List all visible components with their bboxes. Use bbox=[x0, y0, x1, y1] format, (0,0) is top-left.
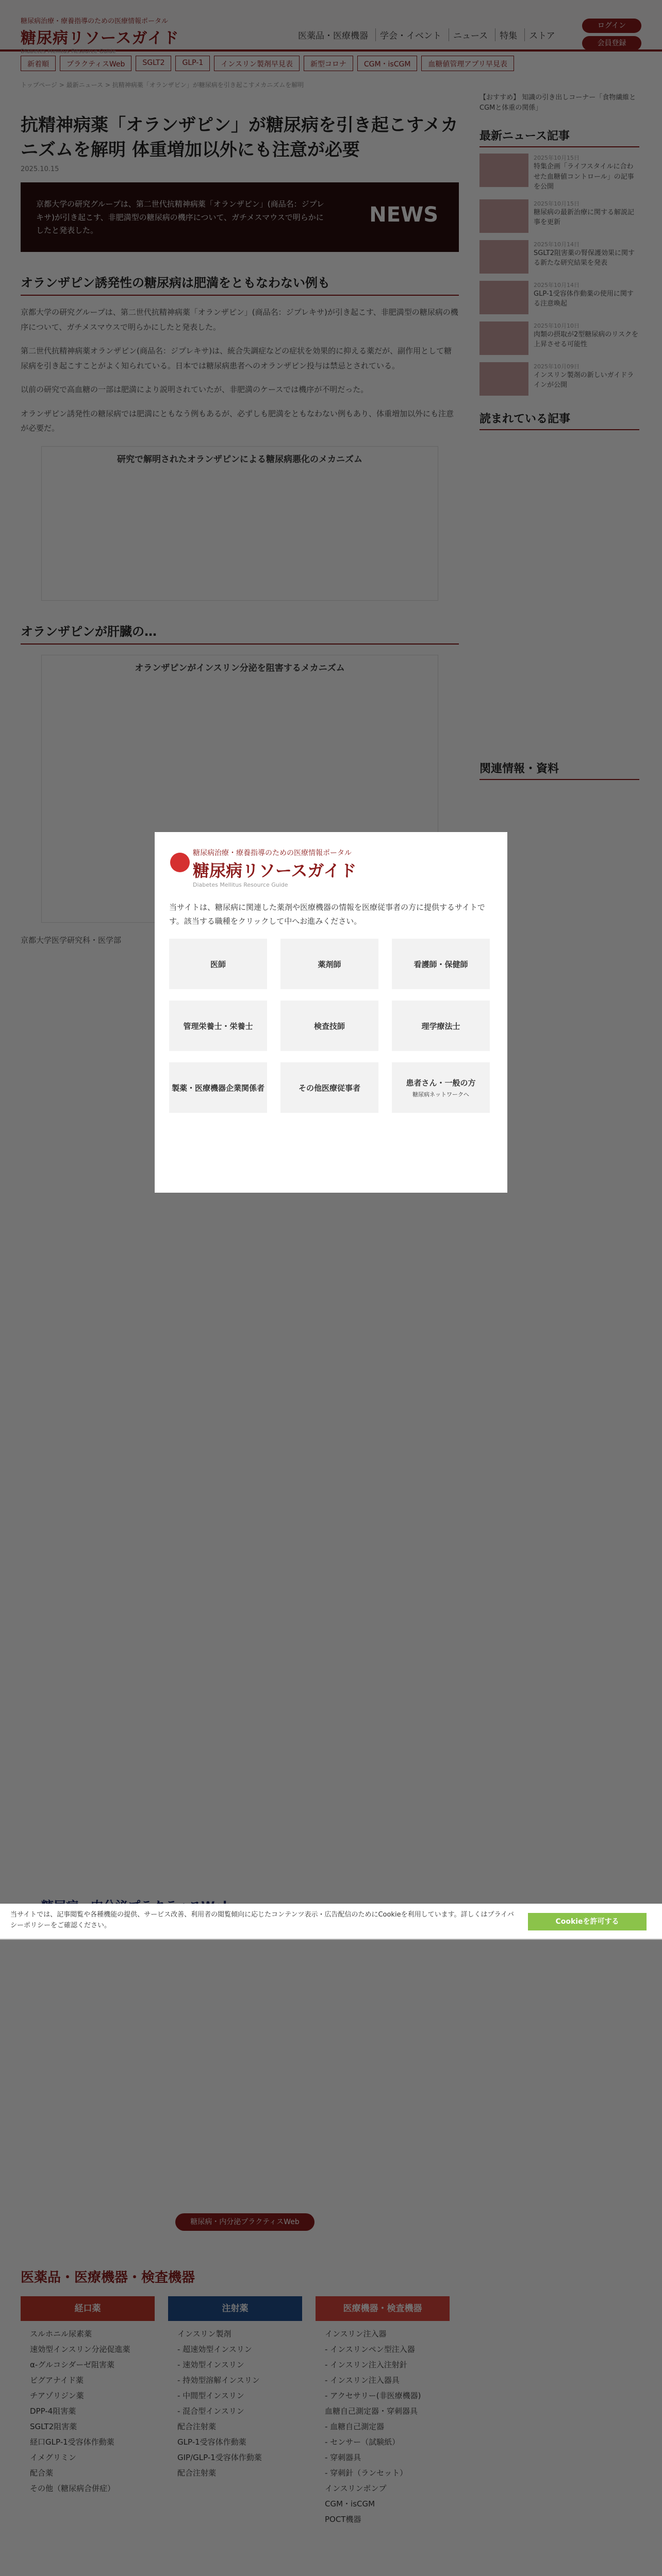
modal-logo-subtitle: 糖尿病治療・療養指導のための医療情報ポータル bbox=[193, 849, 352, 857]
role-button-nurse[interactable]: 看護師・保健師 bbox=[392, 939, 490, 989]
role-select-modal bbox=[155, 832, 507, 1193]
role-button-pharmacist[interactable]: 薬剤師 bbox=[280, 939, 378, 989]
role-button-other[interactable]: その他医療従事者 bbox=[280, 1062, 378, 1113]
role-button-dietitian[interactable]: 管理栄養士・栄養士 bbox=[169, 1001, 267, 1051]
cookie-text: 当サイトでは、記事閲覧や各種機能の提供、サービス改善、利用者の閲覧傾向に応じたコンテンツ表示・広告配信のためにCookieを利用しています。詳しくはプライバシーポリシーをご確認ください。 bbox=[10, 1911, 514, 1929]
modal-logo-english: Diabetes Mellitus Resource Guide bbox=[193, 882, 288, 888]
modal-logo-title: 糖尿病リソースガイド bbox=[193, 861, 357, 880]
role-button-lab-tech[interactable]: 検査技師 bbox=[280, 1001, 378, 1051]
role-button-industry[interactable]: 製薬・医療機器企業関係者 bbox=[169, 1062, 267, 1113]
role-button-public[interactable] bbox=[392, 1062, 490, 1113]
role-button-therapist[interactable]: 理学療法士 bbox=[392, 1001, 490, 1051]
cookie-banner bbox=[0, 1904, 662, 1940]
role-button-doctor[interactable]: 医師 bbox=[169, 939, 267, 989]
modal-message: 当サイトは、糖尿病に関連した薬剤や医療機器の情報を医療従事者の方に提供するサイトです。該当する職種をクリックして中へお進みください。 bbox=[169, 903, 485, 926]
role-note: 糖尿病ネットワークへ bbox=[412, 1091, 469, 1098]
role-label: 患者さん・一般の方 bbox=[406, 1078, 476, 1088]
logo-mark-icon bbox=[170, 853, 190, 872]
role-grid bbox=[169, 939, 493, 1113]
cookie-accept-button[interactable]: Cookieを許可する bbox=[528, 1913, 647, 1930]
